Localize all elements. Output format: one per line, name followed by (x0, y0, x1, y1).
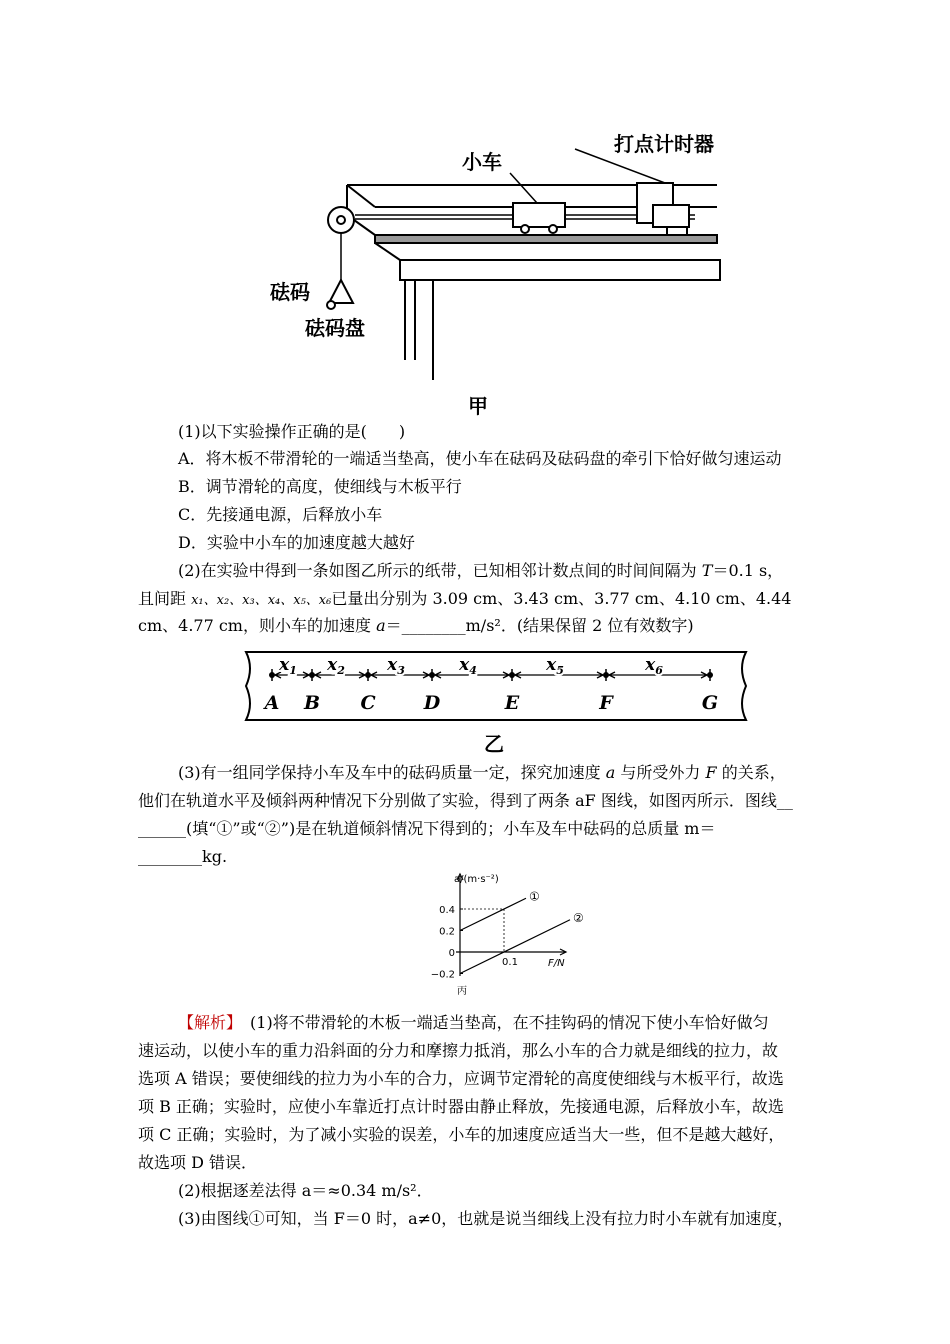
solution-p1-line6: 故选项 D 错误． (138, 1153, 258, 1172)
tape-outline (246, 652, 746, 720)
q2-line2-b: 已量出分别为 3.09 cm、3.43 cm、3.77 cm、4.10 cm、4.44 (331, 589, 792, 608)
q2-line1 (178, 560, 868, 582)
solution-p2: (2)根据逐差法得 a＝≈0.34 m/s²． (178, 1181, 433, 1200)
tape-segment-label: $x_6$ (645, 655, 663, 677)
q3-line1-c: 的关系， (716, 763, 786, 782)
y-axis-label: a/(m·s⁻²) (454, 874, 499, 885)
solution-p3: (3)由图线①可知，当 F＝0 时，a≠0，也就是说当细线上没有拉力时小车就有加速度， (178, 1209, 794, 1228)
q3-line3: ______(填“①”或“②”)是在轨道倾斜情况下得到的；小车及车中砝码的总质量 m＝ (138, 819, 716, 838)
q2-line3-b: ＝________m/s²．(结果保留 2 位有效数字) (385, 616, 694, 635)
tape-point-label: G (701, 692, 719, 714)
x-axis-label: F/N (548, 958, 565, 969)
timer-label: 打点计时器 (614, 132, 714, 156)
q3-a-var: a (605, 763, 616, 782)
tape-segment-label: $x_3$ (387, 655, 405, 677)
q3-line1 (178, 762, 868, 784)
solution-p1-line3: 选项 A 错误；要使细线的拉力为小车的合力，应调节定滑轮的高度使细线与木板平行，故选 (138, 1069, 784, 1088)
solution-line1 (178, 1012, 868, 1034)
q3-F-var: F (705, 763, 717, 782)
y-tick-label: 0 (448, 948, 455, 959)
q1-stem: (1)以下实验操作正确的是( ) (178, 422, 406, 441)
tape-segment-label: $x_2$ (327, 655, 345, 677)
tape-point-label: D (423, 692, 441, 714)
tape-point-label: C (360, 692, 376, 714)
series-label-1: ① (529, 889, 540, 904)
solution-p1-line5: 项 C 正确；实验时，为了减小实验的误差，小车的加速度应适当大一些，但不是越大越好， (138, 1125, 785, 1144)
q2-line3-a: cm、4.77 cm，则小车的加速度 (138, 616, 377, 635)
solution-p1-line4: 项 B 正确；实验时，应使小车靠近打点计时器由静止释放，先接通电源，后释放小车，故选 (138, 1097, 784, 1116)
y-tick-label: 0.2 (439, 926, 455, 938)
q2-line1-a: (2)在实验中得到一条如图乙所示的纸带，已知相邻计数点间的时间间隔为 (178, 561, 702, 580)
q2-T-var: T (701, 561, 713, 580)
figure-caption-yi: 乙 (484, 732, 504, 756)
tape-segment-label: $x_1$ (279, 655, 297, 677)
tape-point-label: F (599, 692, 613, 714)
weights-label: 砝码 (270, 280, 310, 304)
q1-option-b: B．调节滑轮的高度，使细线与木板平行 (178, 477, 462, 496)
q3-line1-b: 与所受外力 (615, 763, 706, 782)
series-line-1 (460, 898, 526, 930)
tape-point-label: B (303, 692, 321, 714)
tape-point-label: E (504, 692, 520, 714)
chart-title: 丙 (457, 986, 467, 997)
x-tick-label: 0.1 (502, 957, 518, 968)
solution-tag: 【解析】 (178, 1013, 235, 1032)
y-tick-label: −0.2 (430, 969, 455, 981)
cart-label: 小车 (462, 150, 502, 174)
q2-a-var: a (376, 616, 386, 635)
q2-line1-b: ＝0.1 s， (712, 561, 784, 580)
q3-line2: 他们在轨道水平及倾斜两种情况下分别做了实验，得到了两条 aF 图线，如图丙所示．图线__ (138, 791, 793, 810)
solution-p1-line2: 速运动，以使小车的重力沿斜面的分力和摩擦力抵消，那么小车的合力就是细线的拉力，故 (138, 1041, 779, 1060)
q2-x-vars: x₁、x₂、x₃、x₄、x₅、x₆ (191, 593, 332, 608)
paper-tape-figure (240, 648, 752, 724)
pan-label: 砝码盘 (305, 316, 365, 340)
figure-caption-jia: 甲 (468, 394, 488, 418)
solution-p1-line1: (1)将不带滑轮的木板一端适当垫高，在不挂钩码的情况下使小车恰好做匀 (234, 1013, 769, 1032)
q1-option-d: D．实验中小车的加速度越大越好 (178, 533, 415, 552)
tape-segment-label: $x_5$ (546, 655, 564, 677)
q1-option-c: C．先接通电源，后释放小车 (178, 505, 383, 524)
q2-line2-a: 且间距 (138, 589, 192, 608)
tape-segment-label: $x_4$ (459, 655, 477, 677)
series-label-2: ② (573, 910, 584, 925)
y-tick-label: 0.4 (439, 905, 455, 916)
tape-point-label: A (264, 692, 280, 714)
q2-line2 (138, 588, 828, 612)
q3-line4: ________kg. (138, 847, 228, 866)
q3-line1-a: (3)有一组同学保持小车及车中的砝码质量一定，探究加速度 (178, 763, 606, 782)
a-F-chart (420, 868, 590, 998)
q1-option-a: A．将木板不带滑轮的一端适当垫高，使小车在砝码及砝码盘的牵引下恰好做匀速运动 (178, 449, 782, 468)
q2-line3 (138, 615, 828, 637)
